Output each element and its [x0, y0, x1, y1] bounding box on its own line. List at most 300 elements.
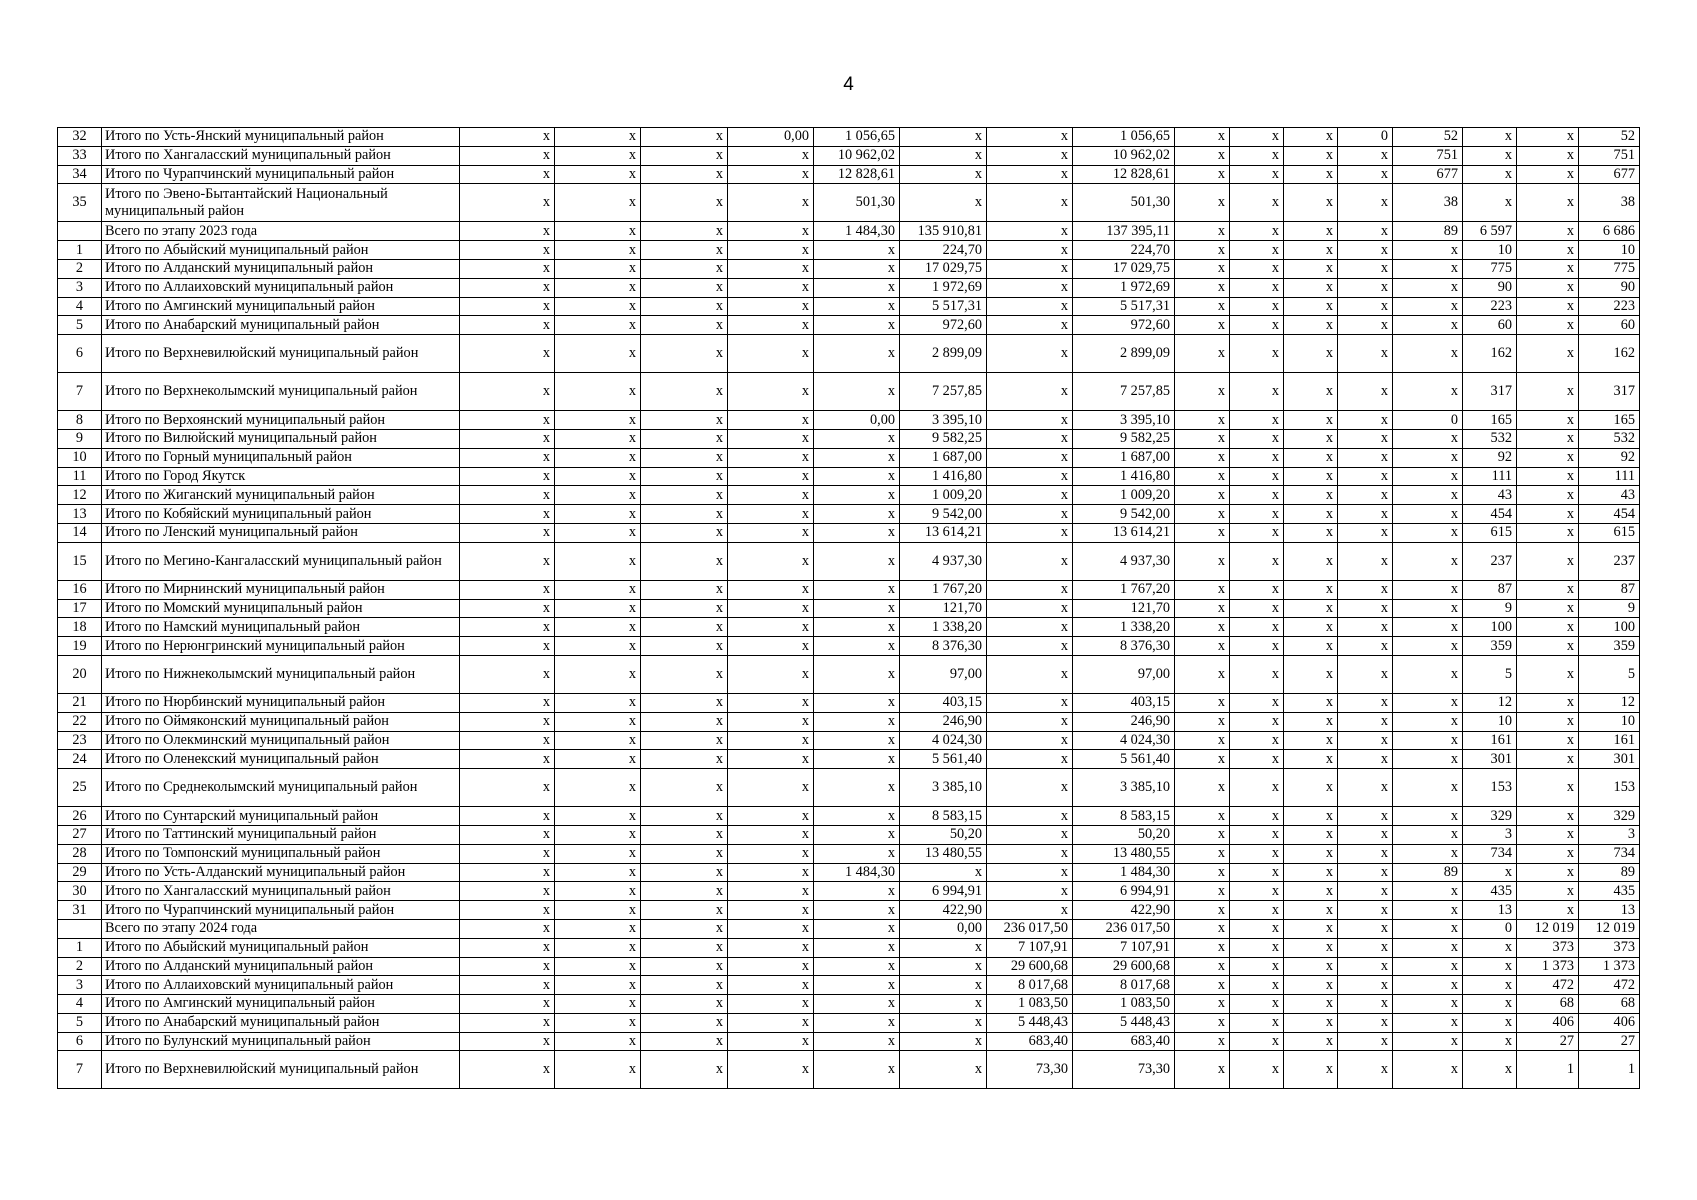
value-cell: х	[555, 373, 641, 411]
value-cell: х	[987, 863, 1073, 882]
value-cell: х	[1517, 297, 1579, 316]
value-cell: х	[1284, 411, 1338, 430]
value-cell: х	[814, 655, 900, 693]
value-cell: х	[814, 618, 900, 637]
value-cell: х	[1284, 165, 1338, 184]
value-cell: х	[1175, 919, 1230, 938]
value-cell: х	[1284, 429, 1338, 448]
table-row	[58, 995, 1640, 1014]
row-number-cell: 2	[58, 957, 102, 976]
value-cell: 532	[1579, 429, 1640, 448]
value-cell: х	[1463, 128, 1517, 147]
value-cell: х	[814, 919, 900, 938]
value-cell: х	[1517, 259, 1579, 278]
row-number-cell	[58, 919, 102, 938]
value-cell: х	[1284, 957, 1338, 976]
value-cell: х	[1517, 769, 1579, 807]
value-cell: 97,00	[1073, 655, 1175, 693]
value-cell: 121,70	[900, 599, 987, 618]
value-cell: х	[900, 1013, 987, 1032]
value-cell: х	[1393, 995, 1463, 1014]
value-cell: х	[987, 335, 1073, 373]
value-cell: 3 385,10	[1073, 769, 1175, 807]
value-cell: х	[1517, 618, 1579, 637]
value-cell: х	[728, 467, 814, 486]
value-cell: х	[1517, 505, 1579, 524]
value-cell: 1 972,69	[900, 278, 987, 297]
value-cell: х	[641, 429, 728, 448]
table-row	[58, 1032, 1640, 1051]
district-name-cell: Итого по Анабарский муниципальный район	[102, 1013, 460, 1032]
value-cell: 0,00	[814, 411, 900, 430]
value-cell: х	[460, 297, 555, 316]
value-cell: 43	[1463, 486, 1517, 505]
value-cell: 111	[1579, 467, 1640, 486]
district-name-cell: Итого по Среднеколымский муниципальный район	[102, 769, 460, 807]
value-cell: х	[728, 241, 814, 260]
value-cell: х	[1338, 731, 1393, 750]
value-cell: х	[460, 259, 555, 278]
value-cell: х	[555, 467, 641, 486]
row-number-cell: 33	[58, 146, 102, 165]
value-cell: х	[1393, 523, 1463, 542]
value-cell: 92	[1463, 448, 1517, 467]
value-cell: х	[1175, 1051, 1230, 1089]
value-cell: х	[1517, 184, 1579, 222]
value-cell: х	[1393, 618, 1463, 637]
value-cell: х	[641, 259, 728, 278]
district-name-cell: Итого по Усть-Алданский муниципальный район	[102, 863, 460, 882]
value-cell: х	[460, 241, 555, 260]
value-cell: х	[728, 901, 814, 920]
district-name-cell: Итого по Аллаиховский муниципальный район	[102, 278, 460, 297]
value-cell: х	[1393, 693, 1463, 712]
value-cell: х	[1230, 523, 1284, 542]
value-cell: х	[1517, 731, 1579, 750]
value-cell: х	[814, 750, 900, 769]
value-cell: х	[1393, 278, 1463, 297]
value-cell: х	[555, 241, 641, 260]
value-cell: х	[1393, 599, 1463, 618]
row-number-cell: 20	[58, 655, 102, 693]
value-cell: 10	[1579, 241, 1640, 260]
value-cell: х	[641, 373, 728, 411]
value-cell: х	[987, 146, 1073, 165]
table-row	[58, 542, 1640, 580]
value-cell: х	[1338, 1032, 1393, 1051]
value-cell: х	[1284, 1013, 1338, 1032]
value-cell: х	[555, 448, 641, 467]
value-cell: 17 029,75	[900, 259, 987, 278]
value-cell: х	[460, 807, 555, 826]
value-cell: х	[1230, 411, 1284, 430]
value-cell: х	[814, 297, 900, 316]
value-cell: х	[1393, 1032, 1463, 1051]
value-cell: х	[1517, 542, 1579, 580]
value-cell: 359	[1463, 637, 1517, 656]
value-cell: х	[814, 505, 900, 524]
value-cell: х	[641, 807, 728, 826]
value-cell: х	[1230, 297, 1284, 316]
value-cell: х	[987, 769, 1073, 807]
value-cell: х	[900, 128, 987, 147]
value-cell: х	[1338, 769, 1393, 807]
value-cell: х	[1175, 655, 1230, 693]
table-row	[58, 486, 1640, 505]
value-cell: х	[641, 901, 728, 920]
value-cell: х	[1517, 467, 1579, 486]
value-cell: 422,90	[1073, 901, 1175, 920]
value-cell: х	[1338, 542, 1393, 580]
value-cell: х	[728, 938, 814, 957]
value-cell: 359	[1579, 637, 1640, 656]
row-number-cell: 7	[58, 1051, 102, 1089]
value-cell: х	[1338, 165, 1393, 184]
value-cell: 1 373	[1517, 957, 1579, 976]
value-cell: х	[1393, 373, 1463, 411]
value-cell: х	[1284, 448, 1338, 467]
value-cell: х	[1517, 655, 1579, 693]
value-cell: 8 017,68	[1073, 976, 1175, 995]
value-cell: х	[555, 580, 641, 599]
value-cell: х	[1393, 542, 1463, 580]
table-row	[58, 467, 1640, 486]
value-cell: 454	[1579, 505, 1640, 524]
row-number-cell: 14	[58, 523, 102, 542]
value-cell: х	[814, 1013, 900, 1032]
row-number-cell: 29	[58, 863, 102, 882]
value-cell: 1 009,20	[1073, 486, 1175, 505]
table-row	[58, 259, 1640, 278]
table-row	[58, 957, 1640, 976]
value-cell: х	[641, 165, 728, 184]
value-cell: х	[987, 712, 1073, 731]
value-cell: х	[555, 316, 641, 335]
value-cell: х	[1175, 297, 1230, 316]
value-cell: х	[814, 712, 900, 731]
value-cell: х	[987, 259, 1073, 278]
value-cell: х	[728, 429, 814, 448]
value-cell: х	[1230, 807, 1284, 826]
value-cell: 13	[1579, 901, 1640, 920]
value-cell: 246,90	[900, 712, 987, 731]
row-number-cell: 35	[58, 184, 102, 222]
value-cell: х	[460, 184, 555, 222]
value-cell: 38	[1579, 184, 1640, 222]
value-cell: х	[1284, 769, 1338, 807]
value-cell: х	[1517, 599, 1579, 618]
district-name-cell: Итого по Верхневилюйский муниципальный район	[102, 335, 460, 373]
value-cell: х	[728, 825, 814, 844]
value-cell: х	[641, 957, 728, 976]
value-cell: 677	[1579, 165, 1640, 184]
value-cell: х	[1517, 128, 1579, 147]
district-name-cell: Итого по Алданский муниципальный район	[102, 259, 460, 278]
value-cell: 0	[1463, 919, 1517, 938]
value-cell: х	[814, 448, 900, 467]
value-cell: х	[1284, 278, 1338, 297]
table-row	[58, 863, 1640, 882]
value-cell: х	[814, 316, 900, 335]
value-cell: х	[814, 241, 900, 260]
value-cell: х	[460, 618, 555, 637]
value-cell: 43	[1579, 486, 1640, 505]
value-cell: х	[1175, 165, 1230, 184]
value-cell: х	[1338, 976, 1393, 995]
row-number-cell: 18	[58, 618, 102, 637]
value-cell: х	[1393, 297, 1463, 316]
value-cell: 100	[1579, 618, 1640, 637]
value-cell: х	[1517, 146, 1579, 165]
value-cell: х	[641, 882, 728, 901]
value-cell: 12 019	[1517, 919, 1579, 938]
value-cell: х	[814, 259, 900, 278]
value-cell: х	[555, 655, 641, 693]
value-cell: 3 385,10	[900, 769, 987, 807]
value-cell: 50,20	[900, 825, 987, 844]
value-cell: х	[555, 486, 641, 505]
value-cell: х	[1284, 373, 1338, 411]
value-cell: 90	[1579, 278, 1640, 297]
value-cell: х	[555, 750, 641, 769]
value-cell: х	[1393, 316, 1463, 335]
value-cell: х	[1338, 938, 1393, 957]
value-cell: х	[1463, 938, 1517, 957]
value-cell: 8 583,15	[900, 807, 987, 826]
value-cell: х	[1463, 184, 1517, 222]
value-cell: х	[987, 411, 1073, 430]
value-cell: х	[1175, 637, 1230, 656]
value-cell: х	[1175, 599, 1230, 618]
value-cell: х	[1338, 429, 1393, 448]
value-cell: 224,70	[1073, 241, 1175, 260]
value-cell: 1 338,20	[900, 618, 987, 637]
value-cell: 454	[1463, 505, 1517, 524]
value-cell: х	[728, 712, 814, 731]
value-cell: х	[1175, 844, 1230, 863]
value-cell: 73,30	[987, 1051, 1073, 1089]
table-row	[58, 505, 1640, 524]
district-name-cell: Итого по Амгинский муниципальный район	[102, 297, 460, 316]
value-cell: х	[1338, 863, 1393, 882]
value-cell: 435	[1463, 882, 1517, 901]
value-cell: х	[641, 297, 728, 316]
value-cell: х	[1230, 769, 1284, 807]
value-cell: х	[1230, 995, 1284, 1014]
row-number-cell: 22	[58, 712, 102, 731]
value-cell: х	[900, 1051, 987, 1089]
value-cell: х	[1230, 448, 1284, 467]
value-cell: х	[555, 599, 641, 618]
value-cell: 403,15	[900, 693, 987, 712]
value-cell: х	[987, 241, 1073, 260]
value-cell: 10	[1463, 712, 1517, 731]
value-cell: х	[641, 655, 728, 693]
value-cell: х	[814, 882, 900, 901]
value-cell: х	[1230, 1051, 1284, 1089]
value-cell: х	[555, 429, 641, 448]
value-cell: х	[728, 1013, 814, 1032]
value-cell: х	[555, 807, 641, 826]
value-cell: х	[814, 995, 900, 1014]
value-cell: х	[555, 712, 641, 731]
value-cell: х	[460, 316, 555, 335]
value-cell: х	[814, 486, 900, 505]
table-row	[58, 655, 1640, 693]
value-cell: х	[1175, 807, 1230, 826]
district-name-cell: Итого по Нерюнгринский муниципальный район	[102, 637, 460, 656]
table-row	[58, 901, 1640, 920]
value-cell: х	[1338, 844, 1393, 863]
value-cell: 3 395,10	[900, 411, 987, 430]
district-name-cell: Итого по Намский муниципальный район	[102, 618, 460, 637]
value-cell: 97,00	[900, 655, 987, 693]
value-cell: х	[1393, 731, 1463, 750]
value-cell: 4 024,30	[900, 731, 987, 750]
value-cell: х	[1393, 241, 1463, 260]
value-cell: х	[641, 542, 728, 580]
value-cell: х	[555, 825, 641, 844]
value-cell: 6 597	[1463, 222, 1517, 241]
value-cell: 5	[1579, 655, 1640, 693]
value-cell: 13	[1463, 901, 1517, 920]
value-cell: х	[1338, 712, 1393, 731]
row-number-cell: 27	[58, 825, 102, 844]
table-row	[58, 919, 1640, 938]
value-cell: х	[1175, 712, 1230, 731]
value-cell: х	[1517, 863, 1579, 882]
value-cell: х	[1175, 222, 1230, 241]
value-cell: х	[1338, 241, 1393, 260]
value-cell: х	[1338, 448, 1393, 467]
value-cell: 13 480,55	[900, 844, 987, 863]
value-cell: х	[900, 957, 987, 976]
value-cell: 373	[1517, 938, 1579, 957]
value-cell: х	[728, 693, 814, 712]
value-cell: 403,15	[1073, 693, 1175, 712]
value-cell: 89	[1579, 863, 1640, 882]
value-cell: х	[1175, 241, 1230, 260]
value-cell: х	[987, 901, 1073, 920]
value-cell: х	[641, 844, 728, 863]
value-cell: х	[1393, 901, 1463, 920]
value-cell: х	[728, 655, 814, 693]
value-cell: х	[900, 1032, 987, 1051]
value-cell: х	[641, 222, 728, 241]
value-cell: 7 257,85	[1073, 373, 1175, 411]
value-cell: х	[1230, 467, 1284, 486]
value-cell: х	[460, 712, 555, 731]
value-cell: 236 017,50	[987, 919, 1073, 938]
district-name-cell: Итого по Абыйский муниципальный район	[102, 241, 460, 260]
value-cell: х	[641, 731, 728, 750]
value-cell: х	[987, 316, 1073, 335]
value-cell: х	[728, 373, 814, 411]
value-cell: 38	[1393, 184, 1463, 222]
table-row	[58, 844, 1640, 863]
value-cell: х	[641, 712, 728, 731]
value-cell: х	[555, 901, 641, 920]
district-name-cell: Итого по Мирнинский муниципальный район	[102, 580, 460, 599]
value-cell: 775	[1463, 259, 1517, 278]
value-cell: х	[1463, 995, 1517, 1014]
district-name-cell: Итого по Амгинский муниципальный район	[102, 995, 460, 1014]
table-row	[58, 693, 1640, 712]
value-cell: 4 024,30	[1073, 731, 1175, 750]
value-cell: х	[1284, 523, 1338, 542]
value-cell: х	[814, 637, 900, 656]
value-cell: х	[728, 769, 814, 807]
row-number-cell: 15	[58, 542, 102, 580]
value-cell: 60	[1463, 316, 1517, 335]
value-cell: х	[814, 580, 900, 599]
value-cell: х	[814, 278, 900, 297]
value-cell: 0	[1338, 128, 1393, 147]
value-cell: х	[1338, 411, 1393, 430]
data-table	[57, 127, 1640, 1089]
value-cell: х	[641, 1051, 728, 1089]
row-number-cell: 34	[58, 165, 102, 184]
value-cell: 111	[1463, 467, 1517, 486]
value-cell: 52	[1393, 128, 1463, 147]
value-cell: х	[1175, 467, 1230, 486]
row-number-cell: 1	[58, 241, 102, 260]
table-row	[58, 241, 1640, 260]
value-cell: х	[728, 542, 814, 580]
value-cell: х	[1230, 316, 1284, 335]
value-cell: 677	[1393, 165, 1463, 184]
value-cell: х	[1393, 1051, 1463, 1089]
value-cell: х	[1230, 259, 1284, 278]
row-number-cell: 8	[58, 411, 102, 430]
value-cell: х	[900, 938, 987, 957]
value-cell: х	[1230, 655, 1284, 693]
value-cell: х	[987, 184, 1073, 222]
value-cell: х	[460, 637, 555, 656]
value-cell: х	[460, 863, 555, 882]
row-number-cell: 17	[58, 599, 102, 618]
value-cell: х	[1230, 599, 1284, 618]
value-cell: х	[1175, 373, 1230, 411]
value-cell: х	[1284, 128, 1338, 147]
value-cell: х	[1338, 957, 1393, 976]
value-cell: х	[1284, 938, 1338, 957]
value-cell: х	[814, 1051, 900, 1089]
value-cell: х	[728, 184, 814, 222]
row-number-cell: 23	[58, 731, 102, 750]
value-cell: 1 056,65	[814, 128, 900, 147]
value-cell: х	[814, 731, 900, 750]
value-cell: х	[460, 448, 555, 467]
value-cell: 89	[1393, 863, 1463, 882]
value-cell: х	[555, 259, 641, 278]
value-cell: 8 583,15	[1073, 807, 1175, 826]
value-cell: х	[1463, 1013, 1517, 1032]
value-cell: х	[728, 222, 814, 241]
value-cell: 9 542,00	[900, 505, 987, 524]
value-cell: 4 937,30	[900, 542, 987, 580]
value-cell: 13 614,21	[1073, 523, 1175, 542]
value-cell: х	[900, 863, 987, 882]
table-row	[58, 335, 1640, 373]
value-cell: 9 582,25	[1073, 429, 1175, 448]
value-cell: х	[1175, 316, 1230, 335]
value-cell: х	[555, 976, 641, 995]
value-cell: х	[1284, 901, 1338, 920]
value-cell: х	[987, 222, 1073, 241]
value-cell: х	[1230, 844, 1284, 863]
value-cell: х	[1175, 1032, 1230, 1051]
